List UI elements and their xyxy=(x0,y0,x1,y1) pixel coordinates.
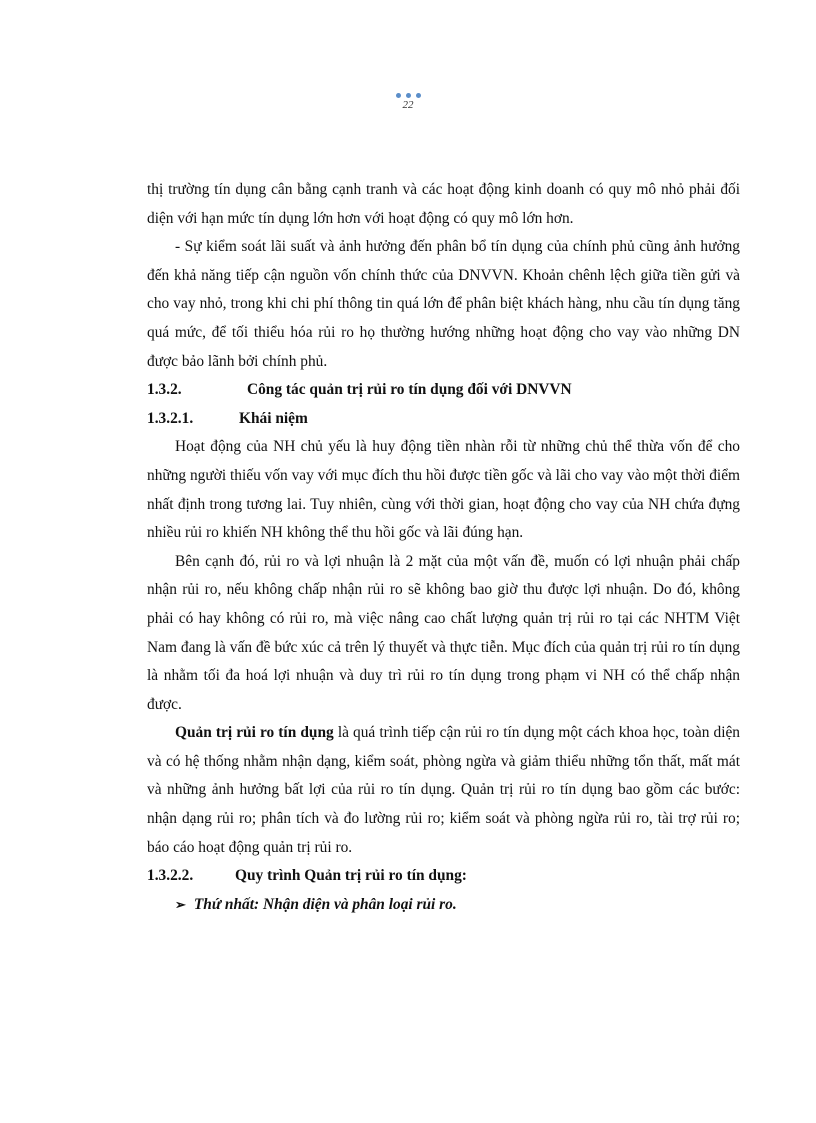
arrow-bullet-icon: ➢ xyxy=(175,896,186,912)
heading-number: 1.3.2.2. xyxy=(147,867,194,885)
dot-icon xyxy=(416,93,421,98)
paragraph-risk-profit: Bên cạnh đó, rủi ro và lợi nhuận là 2 mặt của một vấn đề, muốn có lợi nhuận phải chấp nhận rủi ro, nếu không chấp nhận rủi ro sẽ không bao giờ thu được lợi nhuận. Do đó, không phải có hay không có rủi ro, mà việc nâng cao chất lượng quản trị rủi ro tại các NHTM Việt Nam đang là vấn đề bức xúc cả trên lý thuyết và thực tiễn. Mục đích của quản trị rủi ro tín dụng là nhằm tối đa hoá lợi nhuận và duy trì rủi ro tín dụng trong phạm vi NH có thể chấp nhận được. xyxy=(147,552,740,713)
paragraph-interest-control: - Sự kiểm soát lãi suất và ảnh hưởng đến phân bổ tín dụng của chính phủ cũng ảnh hưởng đến khả năng tiếp cận nguồn vốn chính thức của DNVVN. Khoản chênh lệch giữa tiền gửi và cho vay nhỏ, trong khi chi phí thông tin quá lớn để phân biệt khách hàng, nhu cầu tín dụng tăng quá mức, để tối thiểu hóa rủi ro họ thường hướng những hoạt động cho vay vào những DN được bảo lãnh bởi chính phủ. xyxy=(147,238,740,370)
heading-1-3-2-2 xyxy=(147,862,740,891)
dot-icon xyxy=(406,93,411,98)
bullet-item xyxy=(147,891,740,920)
heading-1-3-2 xyxy=(147,376,740,405)
definition-text: là quá trình tiếp cận rủi ro tín dụng một cách khoa học, toàn diện và có hệ thống nhằm nhận dạng, kiểm soát, phòng ngừa và giảm thiểu những tổn thất, mất mát và những ảnh hưởng bất lợi của rủi ro tín dụng. Quản trị rủi ro tín dụng bao gồm các bước: nhận dạng rủi ro; phân tích và đo lường rủi ro; kiểm soát và phòng ngừa rủi ro, tài trợ rủi ro; báo cáo hoạt động quản trị rủi ro. xyxy=(147,724,740,856)
heading-title: Quy trình Quản trị rủi ro tín dụng: xyxy=(235,867,467,885)
paragraph-bank-activity: Hoạt động của NH chủ yếu là huy động tiền nhàn rỗi từ những chủ thể thừa vốn để cho những người thiếu vốn vay với mục đích thu hồi được tiền gốc và lãi cho vay vào một thời điểm nhất định trong tương lai. Tuy nhiên, cùng với thời gian, hoạt động cho vay của NH chứa đựng nhiều rủi ro khiến NH không thể thu hồi gốc và lãi đúng hạn. xyxy=(147,438,740,542)
page-header xyxy=(0,93,816,111)
heading-title: Công tác quản trị rủi ro tín dụng đối với DNVVN xyxy=(247,381,572,399)
document-body xyxy=(147,176,740,919)
paragraph-continuation: thị trường tín dụng cân bằng cạnh tranh và các hoạt động kinh doanh có quy mô nhỏ phải đối diện với hạn mức tín dụng lớn hơn với hoạt động có quy mô lớn hơn. xyxy=(147,181,740,227)
heading-1-3-2-1 xyxy=(147,405,740,434)
bullet-text: Thứ nhất: Nhận diện và phân loại rủi ro. xyxy=(193,895,457,913)
page-number: 22 xyxy=(402,99,414,111)
heading-number: 1.3.2.1. xyxy=(147,409,194,427)
paragraph-credit-risk-definition xyxy=(147,719,740,862)
dot-icon xyxy=(396,93,401,98)
heading-title: Khái niệm xyxy=(239,409,308,427)
term-bold: Quản trị rủi ro tín dụng xyxy=(175,724,334,742)
heading-number: 1.3.2. xyxy=(147,381,182,399)
